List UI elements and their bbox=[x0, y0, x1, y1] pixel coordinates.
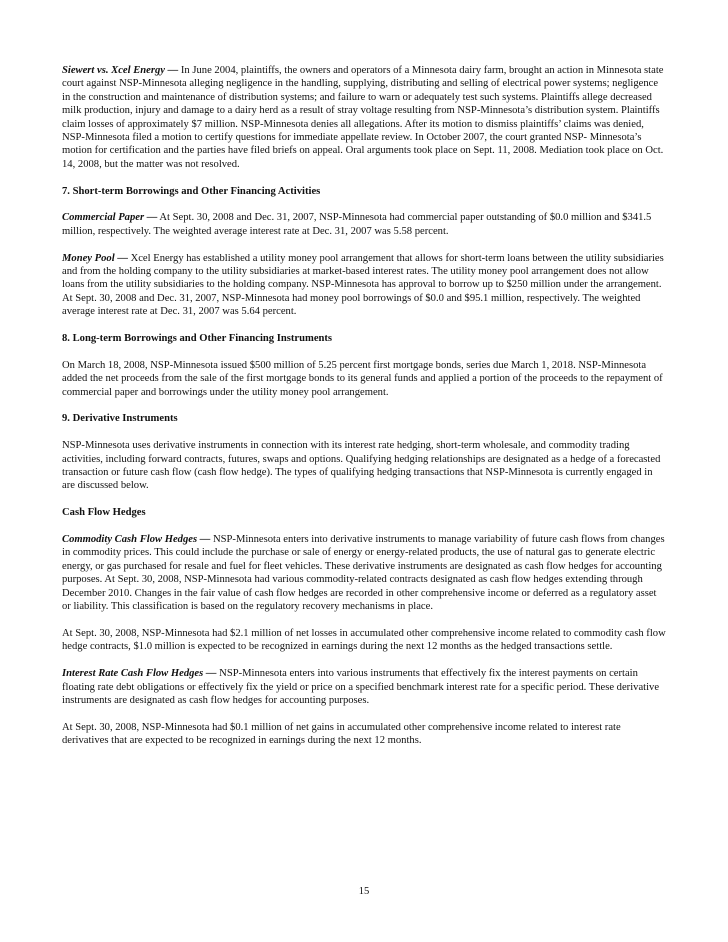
paragraph-interest-rate-hedges-balance: At Sept. 30, 2008, NSP-Minnesota had $0.1 million of net gains in accumulated other comprehensive income related to interest rate derivatives that are expected to be recognized in earnings during the next 12 months. bbox=[62, 721, 621, 747]
subsection-title: Money Pool — bbox=[62, 252, 128, 264]
subsection-title: Commercial Paper — bbox=[62, 212, 158, 224]
paragraph-commodity-hedges-balance: At Sept. 30, 2008, NSP-Minnesota had $2.1 million of net losses in accumulated other comprehensive income related to commodity cash flow hedge contracts, $1.0 million is expected to be recognized in earnings during the next 12 months as the hedged transactions settle. bbox=[62, 627, 666, 653]
paragraph-money-pool bbox=[62, 252, 666, 319]
paragraph-siewert-case bbox=[62, 64, 666, 171]
paragraph-text: In June 2004, plaintiffs, the owners and operators of a Minnesota dairy farm, brought an action in Minnesota state court against NSP-Minnesota alleging negligence in the handling, supplying, distributing and selling of electrical power systems; negligence in the construction and maintenance of distribution systems; and failure to warn or adequately test such systems. Plaintiffs allege decreased milk production, injury and damage to a dairy herd as a result of stray voltage resulting from NSP-Minnesota’s distribution system. Plaintiffs claim losses of approximately $7 million. NSP-Minnesota denies all allegations. After its motion to dismiss plaintiffs’ claims was denied, NSP-Minnesota filed a motion to certify questions for immediate appellate review. In October 2007, the court granted NSP- Minnesota’s motion for certification and the parties have filed briefs on appeal. Oral arguments took place on Sept. 11, 2008. Mediation took place on Oct. 14, 2008, but the matter was not resolved. bbox=[62, 65, 664, 170]
paragraph-interest-rate-hedges bbox=[62, 667, 666, 707]
paragraph-text: NSP-Minnesota enters into derivative instruments to manage variability of future cash flows from changes in commodity prices. This could include the purchase or sale of energy or energy-related products, the use of natural gas to generate electric energy, or gas purchased for resale and fuel for fleet vehicles. These derivative instruments are designated as cash flow hedges for accounting purposes. At Sept. 30, 2008, NSP-Minnesota had various commodity-related contracts designated as cash flow hedges extending through December 2010. Changes in the fair value of cash flow hedges are recorded in other comprehensive income or deferred as a regulatory asset or liability. This classification is based on the regulatory recovery mechanisms in place. bbox=[62, 534, 665, 613]
subsection-title: Interest Rate Cash Flow Hedges — bbox=[62, 668, 217, 680]
paragraph-text: Xcel Energy has established a utility money pool arrangement that allows for short-term loans between the utility subsidiaries and from the holding company to the utility subsidiaries at market-based interest rates. The utility money pool arrangement does not allow loans from the utility subsidiaries to the holding company. NSP-Minnesota has approval to borrow up to $250 million under the arrangement. At Sept. 30, 2008 and Dec. 31, 2007, NSP-Minnesota had money pool borrowings of $0.0 and $95.1 million, respectively. The weighted average interest rate at Dec. 31, 2007 was 5.64 percent. bbox=[62, 252, 664, 318]
paragraph-text: At Sept. 30, 2008 and Dec. 31, 2007, NSP-Minnesota had commercial paper outstanding of $0.0 million and $341.5 million, respectively. The weighted average interest rate at Dec. 31, 2007 was 5.58 percent. bbox=[62, 212, 652, 237]
subheading-cash-flow-hedges: Cash Flow Hedges bbox=[62, 507, 146, 519]
paragraph-text: NSP-Minnesota enters into various instruments that effectively fix the interest payments on certain floating rate debt obligations or effectively fix the yield or price on a specified benchmark interest rate for a specific period. These derivative instruments are designated as cash flow hedges for accounting purposes. bbox=[62, 668, 660, 706]
paragraph-derivative-instruments: NSP-Minnesota uses derivative instruments in connection with its interest rate hedging, short-term wholesale, and commodity trading activities, including forward contracts, futures, swaps and options. Qualifying hedging relationships are designated as a hedge of a forecasted transaction or future cash flow (cash flow hedge). The types of qualifying hedging transactions that NSP-Minnesota is currently engaged in are discussed below. bbox=[62, 440, 661, 492]
paragraph-first-mortgage-bonds: On March 18, 2008, NSP-Minnesota issued $500 million of 5.25 percent first mortgage bonds, series due March 1, 2018. NSP-Minnesota added the net proceeds from the sale of the first mortgage bonds to its general funds and applied a portion of the proceeds to the repayment of commercial paper and borrowings under the utility money pool arrangement. bbox=[62, 359, 663, 398]
section-heading-9: 9. Derivative Instruments bbox=[62, 413, 178, 425]
section-heading-7: 7. Short-term Borrowings and Other Financing Activities bbox=[62, 185, 321, 197]
document-page bbox=[62, 64, 666, 761]
subsection-title: Commodity Cash Flow Hedges — bbox=[62, 534, 211, 546]
section-heading-8: 8. Long-term Borrowings and Other Financing Instruments bbox=[62, 333, 333, 345]
paragraph-commercial-paper bbox=[62, 211, 666, 238]
page-number: 15 bbox=[358, 886, 370, 897]
case-title: Siewert vs. Xcel Energy — bbox=[62, 65, 179, 76]
paragraph-commodity-hedges bbox=[62, 533, 666, 613]
